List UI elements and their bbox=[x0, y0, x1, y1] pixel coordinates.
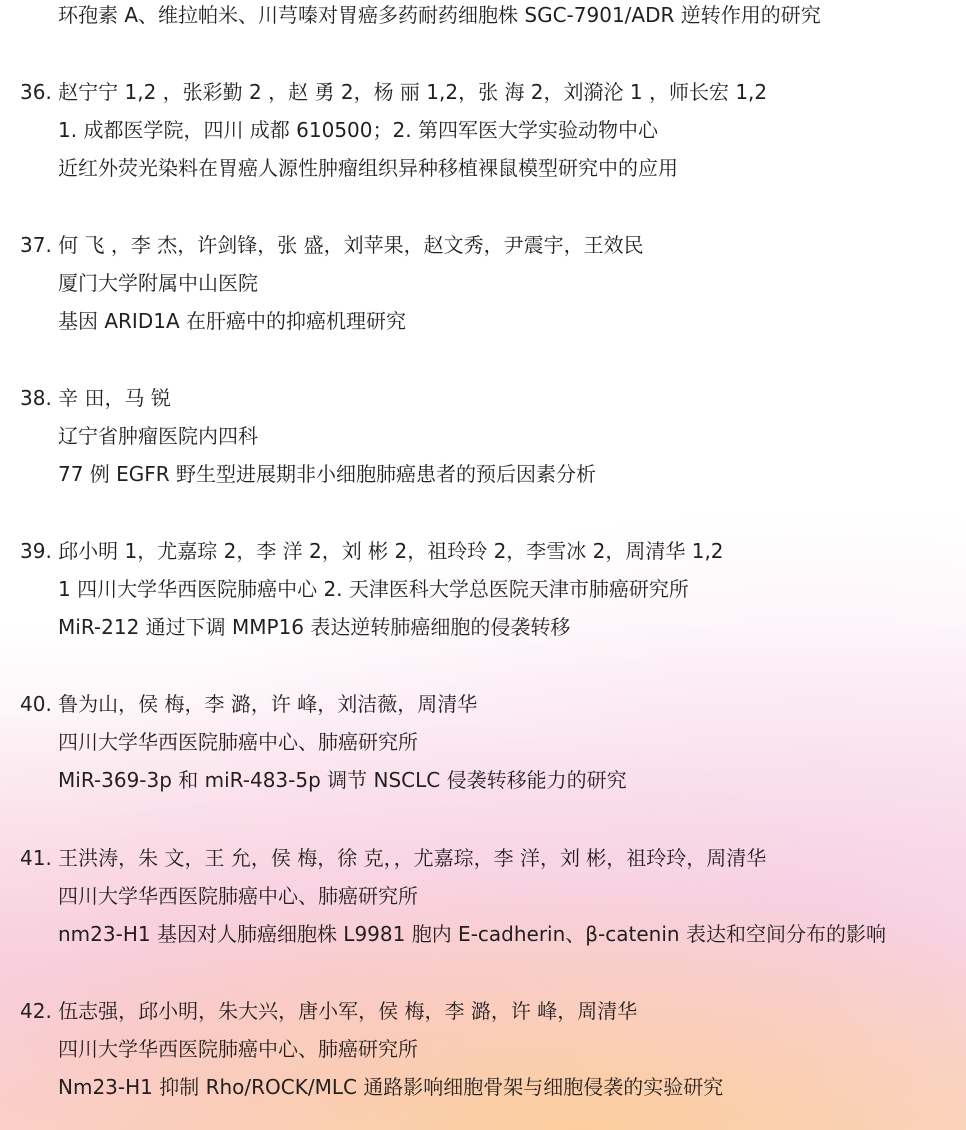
entry-38-affiliation: 辽宁省肿瘤医院内四科 bbox=[58, 424, 258, 448]
entry-39-authors: 39. 邱小明 1，尤嘉琮 2，李 洋 2，刘 彬 2，祖玲玲 2，李雪冰 2，周清华 1,2 bbox=[20, 539, 724, 563]
continued-entry-title: 环孢素 A、维拉帕米、川芎嗪对胃癌多药耐药细胞株 SGC-7901/ADR 逆转作用的研究 bbox=[58, 3, 821, 27]
entry-37-affiliation: 厦门大学附属中山医院 bbox=[58, 271, 258, 295]
entry-36-affiliation: 1. 成都医学院，四川 成都 610500；2. 第四军医大学实验动物中心 bbox=[58, 118, 658, 142]
entry-42-affiliation: 四川大学华西医院肺癌中心、肺癌研究所 bbox=[58, 1037, 418, 1061]
entry-36-title: 近红外荧光染料在胃癌人源性肿瘤组织异种移植裸鼠模型研究中的应用 bbox=[58, 156, 678, 180]
entry-42-authors: 42. 伍志强，邱小明，朱大兴，唐小军，侯 梅，李 潞，许 峰，周清华 bbox=[20, 999, 638, 1023]
entry-39-affiliation: 1 四川大学华西医院肺癌中心 2. 天津医科大学总医院天津市肺癌研究所 bbox=[58, 577, 689, 601]
entry-41-affiliation: 四川大学华西医院肺癌中心、肺癌研究所 bbox=[58, 884, 418, 908]
entry-40-affiliation: 四川大学华西医院肺癌中心、肺癌研究所 bbox=[58, 730, 418, 754]
entry-39-title: MiR-212 通过下调 MMP16 表达逆转肺癌细胞的侵袭转移 bbox=[58, 615, 571, 639]
entry-38-authors: 38. 辛 田，马 锐 bbox=[20, 386, 171, 410]
entry-42-title: Nm23-H1 抑制 Rho/ROCK/MLC 通路影响细胞骨架与细胞侵袭的实验研究 bbox=[58, 1075, 724, 1099]
entry-38-title: 77 例 EGFR 野生型进展期非小细胞肺癌患者的预后因素分析 bbox=[58, 462, 597, 486]
entry-41-authors: 41. 王洪涛，朱 文，王 允，侯 梅，徐 克，，尤嘉琮，李 洋，刘 彬，祖玲玲，周清华 bbox=[20, 846, 767, 870]
entry-36-authors: 36. 赵宁宁 1,2 ，张彩勤 2 ，赵 勇 2，杨 丽 1,2，张 海 2，刘漪沦 1 ，师长宏 1,2 bbox=[20, 80, 768, 104]
entry-41-title: nm23-H1 基因对人肺癌细胞株 L9981 胞内 E-cadherin、β-catenin 表达和空间分布的影响 bbox=[58, 922, 886, 946]
entry-37-authors: 37. 何 飞 ，李 杰，许剑锋，张 盛，刘苹果，赵文秀，尹震宇，王效民 bbox=[20, 233, 644, 257]
entry-40-title: MiR-369-3p 和 miR-483-5p 调节 NSCLC 侵袭转移能力的研究 bbox=[58, 768, 627, 792]
entry-40-authors: 40. 鲁为山，侯 梅，李 潞，许 峰，刘洁薇，周清华 bbox=[20, 692, 478, 716]
entry-37-title: 基因 ARID1A 在肝癌中的抑癌机理研究 bbox=[58, 309, 406, 333]
